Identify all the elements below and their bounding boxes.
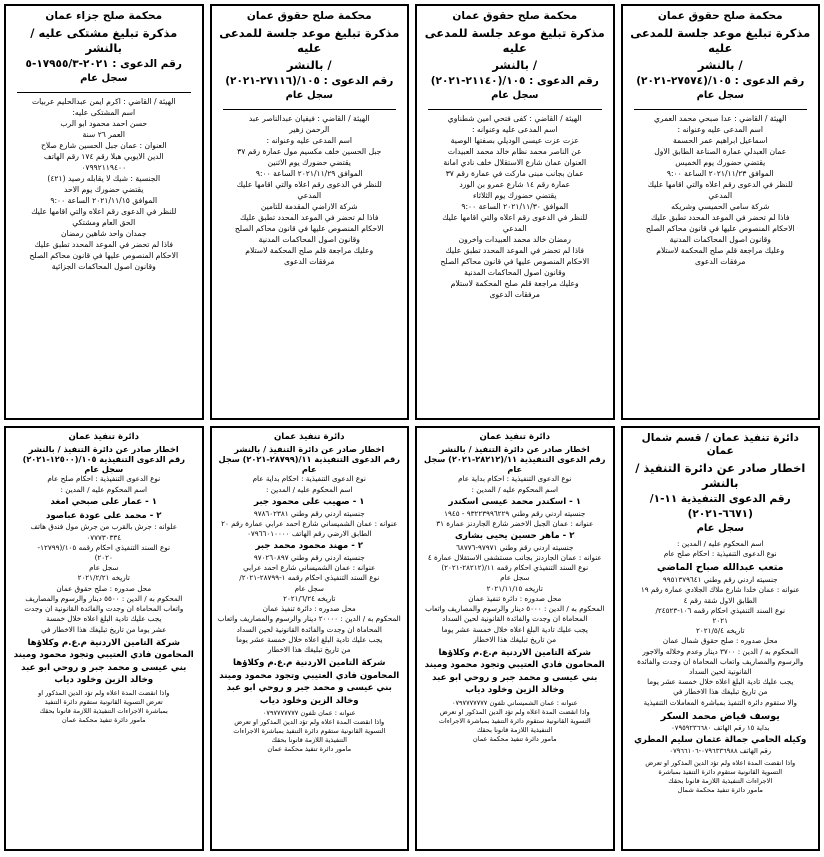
notice-title-suffix: / بالنشر — [492, 57, 538, 72]
body-line: القانونية لحين السداد — [689, 667, 752, 677]
body-line: والرسوم والمصاريف واتعاب المحاماة ان وجدت والفائدة — [637, 656, 804, 666]
notice-title: اخطار صادر عن دائرة التنفيذ / بالنشر — [439, 443, 590, 454]
body-line: الطابق الاول شقة رقم ٤ — [683, 595, 757, 605]
body-line: علوانه : جرش بالقرب من جرش مول فندق هاتف — [30, 522, 178, 532]
department-name: دائرة تنفيذ عمان — [479, 432, 551, 442]
body-line: الهيئة / القاضي : فيفيان عبدالناصر عبد — [248, 113, 370, 123]
debtor-details — [217, 509, 403, 540]
body-line: عشر يوما من تاريخ تبليغك هذا الاخطار في — [41, 624, 167, 634]
divider — [223, 109, 397, 110]
body-line: نوع الدعوى التنفيذية : احكام بداية عام — [252, 474, 366, 484]
body-line: فاذا لم تحضر في الموعد المحدد تطبق عليك — [445, 245, 584, 255]
notice-meta — [217, 474, 403, 494]
debtor-name: ٢ - ماهر حسين يحيى بشارى — [455, 531, 575, 542]
body-line: ٠٧٧٧٣٠٣٣٤ — [86, 532, 122, 542]
body-line: عزت عزت عيسى الوديلي بصفتها الوصية — [450, 135, 579, 145]
judgment-paragraph — [217, 604, 403, 655]
notice-title: مذكرة تبليغ مشتكى عليه / بالنشر — [30, 26, 178, 55]
body-line: سجل عام — [89, 563, 119, 573]
body-line: عنوانه : عمان الشميساني شارع احمد عرابي عمارة رقم ٢٠ — [221, 518, 398, 528]
body-line: اسم المحكوم عليه / المدين : — [60, 484, 147, 494]
notice-title: اخطار صادر عن دائرة التنفيذ / بالنشر — [234, 443, 385, 454]
department-name: دائرة تنفيذ عمان — [68, 432, 140, 442]
company-line: المحامون فادي العتيبي وتجود محمود وميند — [219, 670, 400, 681]
notice-title: اخطار صادر عن دائرة التنفيذ / بالنشر — [28, 443, 179, 454]
judgment-paragraph — [422, 594, 608, 645]
body-line: الرحمن زهير — [289, 124, 330, 134]
body-line: اسم المحكوم عليه / المدين : — [266, 484, 353, 494]
notice-body — [422, 113, 608, 300]
creditor-company — [422, 647, 608, 697]
body-line: للنظر في الدعوى رقم اعلاه والتي اقامها عليك — [442, 212, 588, 222]
body-line: اسم المشتكى عليه: — [72, 107, 136, 117]
notice-card-execution-28212 — [415, 426, 615, 851]
body-line: للنظر في الدعوى رقم اعلاه والتي اقامها عليك — [236, 179, 382, 189]
notice-card-execution-28799 — [210, 426, 410, 851]
footnote-line: مامور دائرة تنفيذ محكمة شمال — [677, 785, 763, 794]
footnote-line: التنفيذية اللازمة قانونا بحقك — [271, 736, 348, 745]
body-line: تاريخه ٢٠٢١/٥/٤ — [696, 626, 745, 636]
body-line: الهيئة / القاضي : عدا صبحي محمد العمري — [653, 113, 787, 123]
body-line: جنسيته اردني رقم وطني ٩٧٠٢٦٠٨٩٧ — [253, 553, 365, 563]
body-line: نوع الدعوى التنفيذية : احكام بداية عام — [458, 474, 572, 484]
body-line: نوع الدعوى التنفيذية : احكام صلح عام — [663, 548, 777, 558]
body-line: المحكوم به / الدين : ٣٧٠٠ دينار وعدم وخلاله والاجور — [642, 646, 799, 656]
body-line: المحكوم به / الدين : ٥٠٠٠ دينار والرسوم والمصاريف واتعاب — [425, 604, 605, 614]
footnote-line: واذا انقضت المدة اعلاه ولم تؤد الدين المذكور او — [38, 688, 170, 697]
body-line: عنوانه : عمان الجبل الاخضر شارع الجاردنز عمارة ٣١ — [436, 518, 594, 528]
debtor-name: ٢ - مهند محمود محمد جبر — [255, 541, 364, 552]
body-line: يجب عليك تادية البلغ اعلاه خلال خمسة — [46, 614, 162, 624]
body-line: للنظر في الدعوى رقم اعلاه والتي اقامها عليك — [31, 206, 177, 216]
body-line: الموافق ٢٠٢١/١١/٣٠ الساعة ٩:٠٠ — [461, 201, 569, 211]
body-line: اسماعيل ابراهيم عمر الحسمة — [672, 135, 768, 145]
case-number: رقم الدعوى التنفيذية ١١/(٢٨٧٩٩-٢٠٢١) سجل عام — [218, 453, 400, 475]
body-line: محل صدوره : صلح حقوق شمال عمان — [662, 636, 778, 646]
body-line: يقتضي حضورك يوم الاثنين — [267, 157, 351, 167]
body-line: يقتضي حضورك يوم الثلاثاء — [472, 190, 557, 200]
notice-body — [11, 96, 197, 272]
notice-meta — [11, 474, 197, 494]
footnote-line: التسوية القانونية ستقوم دائرة التنفيذ بمباشرة — [658, 767, 783, 776]
body-line: نوع السند التنفيذي احكام رقمه ١١/(٢٨٢١٢-٢٠٢١) — [441, 563, 589, 573]
case-number: رقم الدعوى التنفيذية ١١-١/ — [649, 493, 791, 505]
body-line: شركة سامي الحميسي وشريكه — [671, 201, 770, 211]
divider — [634, 109, 808, 110]
debtor-details — [217, 553, 403, 604]
body-line: الهيئة / القاضي : كفى فتحي امين شطناوي — [447, 113, 582, 123]
company-line: شركة التامين الاردنية م.ع.م وكلاؤها — [438, 648, 591, 659]
body-line: ٠٧٩٩٢١١٩٤٠٠ — [81, 162, 127, 172]
body-line: وعليك مراجعة قلم صلح المحكمة لاستلام — [656, 245, 785, 255]
body-line: الاحكام المنصوص عليها في قانون محاكم الصلح — [440, 256, 590, 266]
case-number: رقم الدعوى : ١٠٥/(٢١١٤٠-٢٠٢١) — [430, 75, 599, 88]
case-number: رقم الدعوى التنفيذية ١٠٥/(١٢٥٠٠-٢٠٢١) سجل عام — [22, 453, 185, 475]
notice-card-execution-12500 — [4, 426, 204, 851]
body-line: تاريخه ٢٠٢١/٦/٢٤ — [283, 593, 336, 603]
body-line: نوع السند التنفيذي احكام رقمه ١٠٦-٢٤٥٢٣/ — [655, 605, 786, 615]
body-line: عنوانه : عمان الشميساني شارع احمد عرابي — [243, 563, 376, 573]
court-name: محكمة صلح حقوق عمان — [452, 10, 578, 22]
notice-title-suffix: / بالنشر — [697, 57, 743, 72]
legal-footnote — [11, 689, 197, 725]
debtor-details — [628, 575, 814, 636]
body-line: الهيئة / القاضي : اكرم ايمن عبدالحليم عربيات — [31, 96, 176, 106]
debtor-name: ١ - صهيب على محمود جبر — [253, 496, 365, 507]
company-line: بني عيسى و محمد جبر و روحي ابو عبد — [432, 672, 598, 683]
case-number-cont: (٦٦٧١-٢٠٢١) — [687, 508, 753, 521]
footnote-line: التنفيذية اللازمة قانونا بحقك — [476, 726, 553, 735]
court-name: محكمة صلح حقوق عمان — [246, 10, 372, 22]
department-name: دائرة تنفيذ عمان / قسم شمال عمان — [641, 432, 799, 458]
footnote-line: مامور دائرة تنفيذ محكمة عمان — [267, 745, 352, 754]
company-line: وخالد الزين وخلود دياب — [259, 695, 359, 706]
body-line: الجنسية : شيك لا يقابله رصيد (٤٢١) — [47, 173, 161, 183]
body-line: نوع الدعوى التنفيذية : احكام صلح عام — [47, 474, 161, 484]
creditor-company — [11, 637, 197, 687]
notice-card-conciliation-27116 — [210, 4, 410, 420]
body-line: وقانون اصول المحاكمات الجزائية — [51, 261, 156, 271]
notice-body — [628, 113, 814, 267]
body-line: المحكوم به / الدين : ٢٠٠٠٠ دينار والرسوم والمصاريف واتعاب — [217, 614, 401, 624]
footnote-line: واذا انقضت المدة اعلاه ولم تؤد الدين المذكور او تعرض — [234, 718, 385, 727]
body-line: سجل عام — [500, 573, 530, 583]
body-line: الاحكام المنصوص عليها في قانون محاكم الصلح — [645, 223, 795, 233]
body-line: الموافق ٢٠٢١/١١/٢٣ الساعة ٩:٠٠ — [666, 168, 774, 178]
body-line: سجل عام — [294, 583, 324, 593]
body-line: يجب عليك تادية البلغ اعلاه خلال خمسة عشر يوما — [441, 624, 588, 634]
body-line: يقتضي حضورك يوم الاحد — [64, 184, 144, 194]
body-line: والا ستقوم دائرة التنفيذ بمباشرة المعاملات التنفيذية — [643, 697, 797, 707]
body-line: اسم المدعى عليه وعنوانه : — [266, 135, 352, 145]
debtor-details — [422, 509, 608, 529]
footnote-line: الاجراءات التنفيذية اللازمة قانونا بحقك — [668, 776, 773, 785]
body-line: الحق العام ومشتكي — [72, 217, 136, 227]
notice-title: مذكرة تبليغ موعد جلسة للمدعى عليه — [424, 26, 605, 55]
notice-title: مذكرة تبليغ موعد جلسة للمدعى عليه — [630, 26, 811, 55]
company-line: وخالد الزين وخلود دياب — [465, 685, 565, 696]
notices-row-bottom — [4, 426, 820, 851]
body-line: عمارة رقم ١٤ شارع عمرو بن الورد — [459, 179, 571, 189]
court-name: محكمة صلح حقوق عمان — [657, 10, 783, 22]
creditor-name: يوسف فياض محمد السكر — [660, 710, 780, 722]
notices-row-top — [4, 4, 820, 420]
footnote-line: مامور دائرة تنفيذ محكمة عمان — [472, 735, 557, 744]
legal-footnote — [628, 759, 814, 795]
footnote-line: عنوانه : عمان الشميساني تلفون ٠٧٩٧٧٧٧٧٧٧ — [451, 698, 578, 707]
body-line: شركة الاراضي المقدمة للتامين — [260, 201, 358, 211]
notice-card-conciliation-21140 — [415, 4, 615, 420]
body-line: اسم المحكوم عليه / المدين : — [677, 538, 764, 548]
debtor-name: ٢ - محمد على عودة عباصود — [45, 510, 162, 521]
body-line: ٢٠٢٠) — [94, 553, 113, 563]
footnote-line: التسوية القانونية ستقوم دائرة التنفيذ بمباشرة الاجراءات — [233, 727, 386, 736]
company-line: شركة التامين الاردنية م.ع.م وكلاؤها — [27, 637, 180, 648]
body-line: نوع السند التنفيذي احكام رقمه ١٠٥/(١٢٧٩٩- — [37, 542, 170, 552]
case-number: رقم الدعوى : ١٠٥/(٢٧٥٧٤-٢٠٢١) — [636, 75, 805, 88]
body-line: اسم المدعى عليه وعنوانه : — [471, 124, 558, 134]
body-line: من تاريخ تبليغك هذا الاخطار — [267, 645, 351, 655]
divider — [17, 92, 191, 93]
body-line: نوع السند التنفيذي احكام رقمه ١-٢٨٧٩٩-٢٠٢١/ — [239, 573, 380, 583]
body-line: وقانون اصول المحاكمات المدنية — [258, 234, 360, 244]
body-line: رمضان خالد محمد العبيدات واخرون — [458, 234, 571, 244]
case-number: رقم الدعوى : ١٠٥/(٢٧١١٦-٢٠٢١) — [225, 75, 394, 88]
body-line: جمدان واحد شاهين رمضان — [61, 228, 147, 238]
body-line: المدعي — [502, 223, 527, 233]
body-line: وقانون اصول المحاكمات المدنية — [669, 234, 771, 244]
court-name: محكمة صلح جزاء عمان — [45, 10, 163, 22]
judgment-paragraph — [628, 636, 814, 708]
divider — [428, 109, 602, 110]
debtor-details — [11, 522, 197, 583]
body-line: من تاريخ تبليغك هذا الاخطار — [473, 634, 557, 644]
body-line: فاذا لم تحضر في الموعد المحدد تطبق عليك — [34, 239, 173, 249]
case-number: رقم الدعوى التنفيذية ١١/(٢٨٢١٢-٢٠٢١) سجل عام — [424, 453, 606, 475]
notice-card-penal-17955 — [4, 4, 204, 420]
footnote-line: التسوية القانونية ستقوم دائرة التنفيذ بمباشرة الاجراءات — [438, 717, 591, 726]
notice-card-execution-6671 — [621, 426, 821, 851]
company-line: المحامون فادي العتيبي وتجود محمود وميند — [13, 650, 194, 661]
body-line: محل صدوره : دائرة تنفيذ عمان — [468, 593, 562, 603]
body-line: الطابق الارضي رقم الهاتف ٠٧٩٦٦٠١٠٠٠٠ — [247, 529, 372, 539]
notice-title: مذكرة تبليغ موعد جلسة للمدعى عليه — [219, 26, 400, 55]
body-line: تاريخه ٢٠٢١/٢/٢١ — [77, 573, 130, 583]
body-line: جنسيته اردني رقم وطني ٩٧٨٦٠٢٣٨١ — [253, 508, 365, 518]
attorney-name: وكيله الحامي جمالة عثمان سليم المطري — [634, 735, 807, 746]
body-line: عمان العبدلي عمارة الصناعة الطابق الاول — [654, 146, 787, 156]
body-line: جنسيته اردني رقم وطني ٩٣٢٢٣٩٩٦٢٢٩ - ١٩٤٥ — [444, 508, 586, 518]
notice-body — [217, 113, 403, 267]
body-line: محل صدوره : صلح حقوق عمان — [56, 583, 152, 593]
body-line: جنسيته اردني رقم وطني ٩٧٩٧١-٦٨٧٧٦ — [456, 542, 574, 552]
register-type: سجل عام — [696, 523, 744, 535]
body-line: محل صدوره : دائرة تنفيذ عمان — [262, 604, 356, 614]
register-type: سجل عام — [491, 90, 539, 102]
body-line: الدين الايوبي هبلا رقم ١٧٤ رقم الهاتف — [43, 151, 164, 161]
footnote-line: بمباشرة الاجراءات التنفيذية اللازمة قانونا بحقك — [39, 706, 168, 715]
body-line: مرفقات الدعوى — [695, 256, 746, 266]
footnote-line: عنوانه : عمان تلفون ٠٧٩٧٧٧٧٧٧٧ — [262, 709, 356, 718]
body-line: العمر ٢٦ سنة — [82, 129, 125, 139]
department-name: دائرة تنفيذ عمان — [273, 432, 345, 442]
notice-title: اخطار صادر عن دائرة التنفيذ / بالنشر — [635, 461, 806, 490]
body-line: المدعي — [708, 190, 733, 200]
body-line: وعليك مراجعة قلم صلح المحكمة لاستلام — [245, 245, 374, 255]
body-line: العنوان : عمان جبل الحسين شارع صلاح — [40, 140, 167, 150]
company-line: المحامون فادي العتيبي وتجود محمود وميند — [424, 660, 605, 671]
body-line: وعليك مراجعة قلم صلح المحكمة لاستلام — [450, 278, 579, 288]
notice-meta — [422, 474, 608, 494]
footnote-line: مامور دائرة تنفيذ محكمة عمان — [61, 715, 146, 724]
body-line: جبل الحسين خلف مكسيم مول عمارة رقم ٣٧ — [237, 146, 382, 156]
debtor-name: ١ - اسكندر محمد عيسى اسكندر — [448, 496, 581, 507]
body-line: الموافق ٢٠٢١/١١/٢٩ الساعة ٩:٠٠ — [255, 168, 363, 178]
body-line: من تاريخ تبليغك هذا الاخطار في — [673, 687, 768, 697]
debtor-details — [422, 543, 608, 594]
judgment-paragraph — [11, 584, 197, 635]
body-line: يجب عليك تادية البلغ اعلاه خلال خمسة عشر يوما — [647, 677, 794, 687]
body-line: واتعاب المحاماة ان وجدت والفائدة القانونية ان وجدت — [24, 604, 184, 614]
body-line: ٢٠٢١ — [712, 615, 728, 625]
body-line: مرفقات الدعوى — [489, 289, 540, 299]
body-line: فاذا لم تحضر في الموعد المحدد تطبق عليك — [240, 212, 379, 222]
body-line: جنسيته اردني رقم وطني ٩٩٥١٣٧٩٦٤١ — [662, 575, 778, 585]
body-line: الاحكام المنصوص عليها في قانون محاكم الصلح — [234, 223, 384, 233]
body-line: حسن احمد محمود ابو الرب — [60, 118, 148, 128]
legal-footnote — [422, 699, 608, 744]
company-line: بني عيسى و محمد جبر و روحي ابو عبد — [21, 662, 187, 673]
body-line: للنظر في الدعوى رقم اعلاه والتي اقامها عليك — [647, 179, 793, 189]
notice-card-conciliation-27574 — [621, 4, 821, 420]
body-line: اسم المحكوم عليه / المدين : — [471, 484, 558, 494]
body-line: المحاماة ان وجدت والفائدة القانونية لحين السداد — [236, 624, 382, 634]
footnote-line: واذا انقضت المدة اعلاه ولم تؤد الدين المذكور او تعرض — [439, 707, 590, 716]
body-line: مرفقات الدعوى — [284, 256, 335, 266]
footnote-line: تعرض التسوية القانونية ستقوم دائرة التنفيذ — [44, 697, 163, 706]
body-line: يقتضي حضورك يوم الخميس — [675, 157, 766, 167]
company-line: وخالد الزين وخلود دياب — [54, 675, 154, 686]
body-line: عنوانه : عمان خلدا شارع ملاك الجلادي عمارة رقم ١٩ — [640, 585, 800, 595]
body-line: المحاماة ان وجدت والفائدة القانونية لحين السداد — [442, 614, 588, 624]
body-line: عن الناصر محمد نظام خالد محمد العبيدات — [447, 146, 582, 156]
body-line: اسم المدعى عليه وعنوانه : — [677, 124, 763, 134]
notice-meta — [628, 539, 814, 559]
body-line: المحكوم به / الدين : ٥٥٠٠ دينار والرسوم والمصاريف — [25, 593, 183, 603]
body-line: عمان بجانب مبنى ماركت في عمارة رقم ٣٧ — [445, 168, 584, 178]
body-line: العنوان عمان شارع الاستقلال خلف نادي امانة — [443, 157, 587, 167]
company-line: شركة التامين الاردنية م.ع.م وكلاؤها — [233, 658, 386, 669]
creditor-company — [217, 657, 403, 707]
company-line: بني عيسى و محمد جبر و روحي ابو عبد — [226, 683, 392, 694]
legal-footnote — [217, 709, 403, 754]
debtor-name: ١ - عمار على صبحي امغد — [50, 496, 157, 507]
register-type: سجل عام — [80, 73, 128, 84]
debtor-name: متعب عبدالله صباح الماضي — [657, 562, 784, 574]
body-line: فاذا لم تحضر في الموعد المحدد تطبق عليك — [651, 212, 790, 222]
body-line: الموافق ٢٠٢١/١١/١٥ الساعة ٩:٠٠ — [50, 195, 158, 205]
register-type: سجل عام — [285, 90, 333, 102]
body-line: الاحكام المنصوص عليها في قانون محاكم الصلح — [29, 250, 179, 260]
body-line: تاريخه ٢٠٢١/١١/١٥ — [486, 583, 543, 593]
case-number: رقم الدعوى : ٢٠٢١-١٧٩٥٥/٣-٥ — [25, 57, 182, 70]
body-line: عنوانه : عمان الجاردنز بجانب مستشفى الاستقلال عمارة ٤ — [427, 553, 602, 563]
attorney-contact: رقم الهاتف ٠٧٩٦٣٣٦٩٨٨-٠٧٩٦٦١٠٦ — [669, 747, 772, 756]
creditor-contact: بداية ١٥ رقم الهاتف ٠٧٩٥٩٢٣٦٦٨٠ — [671, 723, 770, 732]
notice-title-suffix: / بالنشر — [286, 57, 332, 72]
body-line: المدعي — [297, 190, 322, 200]
footnote-line: واذا انقضت المدة اعلاه ولم تؤد الدين المذكور او تعرض — [645, 758, 796, 767]
body-line: يجب عليك تادية البلغ اعلاه خلال خمسة عشر يوما — [236, 634, 383, 644]
register-type: سجل عام — [696, 90, 744, 102]
body-line: وقانون اصول المحاكمات المدنية — [464, 267, 566, 277]
